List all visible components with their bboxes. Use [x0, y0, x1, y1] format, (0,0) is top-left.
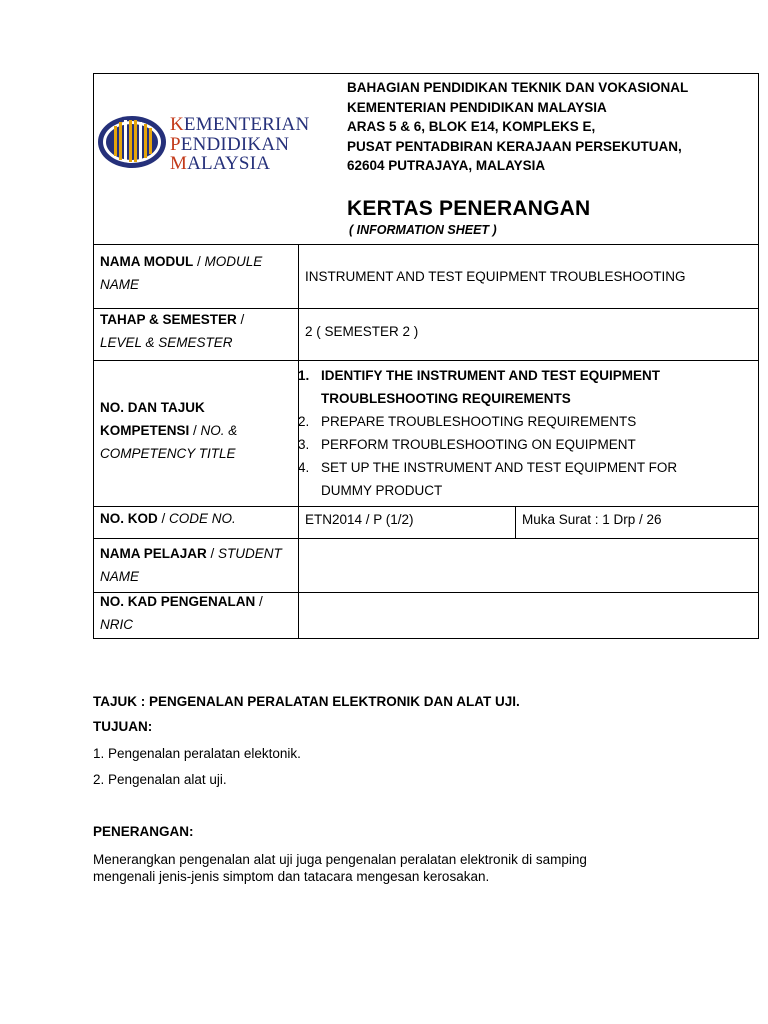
document-subtitle: ( INFORMATION SHEET ): [349, 223, 497, 237]
explanation-heading: PENERANGAN:: [93, 824, 194, 839]
competency-item-continuation: TROUBLESHOOTING REQUIREMENTS: [321, 391, 571, 406]
competency-item: 4. SET UP THE INSTRUMENT AND TEST EQUIPMENT FOR: [298, 460, 678, 475]
address-line: BAHAGIAN PENDIDIKAN TEKNIK DAN VOKASIONAL: [347, 80, 689, 95]
address-line: KEMENTERIAN PENDIDIKAN MALAYSIA: [347, 99, 607, 115]
column-divider: [515, 506, 516, 538]
student-name-label: NAMA PELAJAR / STUDENT NAME: [100, 546, 282, 584]
objective-heading: TUJUAN:: [93, 719, 153, 734]
logo-wordmark: KEMENTERIAN PENDIDIKAN MALAYSIA: [170, 114, 310, 174]
address-line: 62604 PUTRAJAYA, MALAYSIA: [347, 158, 546, 173]
competency-item: 2. PREPARE TROUBLESHOOTING REQUIREMENTS: [298, 414, 637, 429]
page-number: Muka Surat : 1 Drp / 26: [522, 512, 662, 527]
competency-item: 3. PERFORM TROUBLESHOOTING ON EQUIPMENT: [298, 437, 636, 452]
competency-label: NO. DAN TAJUK KOMPETENSI / NO. & COMPETENCY TITLE: [100, 400, 238, 461]
row-divider: [93, 360, 759, 361]
topic-heading: TAJUK : PENGENALAN PERALATAN ELEKTRONIK DAN ALAT UJI.: [93, 694, 520, 709]
objective-item: 1. Pengenalan peralatan elektonik.: [93, 746, 301, 761]
address-line: PUSAT PENTADBIRAN KERAJAAN PERSEKUTUAN,: [347, 138, 682, 154]
module-label: NAMA MODUL / MODULE NAME: [100, 254, 263, 292]
row-divider: [93, 244, 759, 245]
code-label: NO. KOD / CODE NO.: [100, 511, 236, 526]
explanation-paragraph: Menerangkan pengenalan alat uji juga pengenalan peralatan elektronik di samping mengenali jenis-jenis simptom dan tatacara mengesan kerosakan.: [93, 852, 587, 884]
module-value: INSTRUMENT AND TEST EQUIPMENT TROUBLESHOOTING: [305, 269, 686, 284]
competency-item-continuation: DUMMY PRODUCT: [321, 483, 443, 498]
level-label: TAHAP & SEMESTER / LEVEL & SEMESTER: [100, 312, 245, 350]
objective-item: 2. Pengenalan alat uji.: [93, 772, 227, 787]
row-divider: [93, 538, 759, 539]
competency-list: [298, 364, 677, 502]
nric-label: NO. KAD PENGENALAN / NRIC: [100, 594, 263, 632]
document-title: KERTAS PENERANGAN: [347, 197, 591, 220]
code-value: ETN2014 / P (1/2): [305, 512, 414, 527]
ministry-address: [347, 78, 688, 176]
level-value: 2 ( SEMESTER 2 ): [305, 324, 419, 339]
address-line: ARAS 5 & 6, BLOK E14, KOMPLEKS E,: [347, 119, 596, 134]
competency-item: 1. IDENTIFY THE INSTRUMENT AND TEST EQUIPMENT: [298, 368, 661, 383]
